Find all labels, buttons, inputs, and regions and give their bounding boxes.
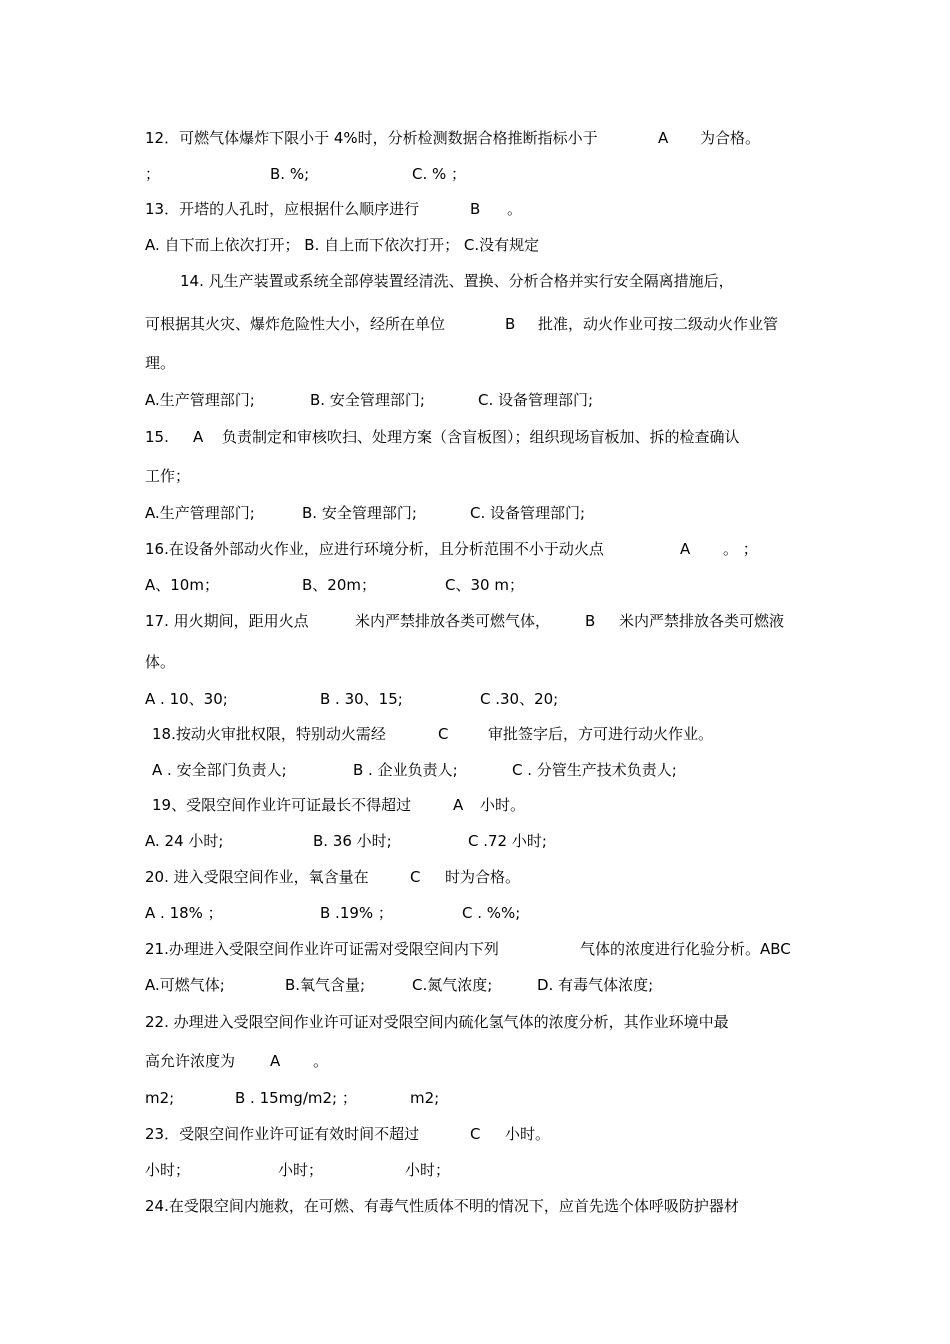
option-a: m2; <box>145 1089 175 1107</box>
question-tail: 理。 <box>145 354 176 372</box>
question-stem: 22. 办理进入受限空间作业许可证对受限空间内硫化氢气体的浓度分析，其作业环境中最 <box>145 1013 729 1031</box>
option-b: B. 安全管理部门; <box>310 391 425 409</box>
question-tail: 审批签字后，方可进行动火作业。 <box>488 725 714 743</box>
option-c: C.氮气浓度; <box>412 976 493 994</box>
question-stem: 17. 用火期间，距用火点 <box>145 612 309 630</box>
option-a: A . 安全部门负责人; <box>152 761 287 779</box>
option-c: 小时； <box>405 1161 451 1179</box>
option-c: m2; <box>410 1089 440 1107</box>
option-b: B. %; <box>270 165 310 183</box>
options-text: A. 自下而上依次打开； B. 自上而下依次打开； C.没有规定 <box>145 236 540 254</box>
option-c: C. 设备管理部门; <box>478 391 594 409</box>
answer-letter: B <box>470 200 481 218</box>
question-tail: 时为合格。 <box>445 868 521 886</box>
option-a: A.可燃气体; <box>145 976 225 994</box>
question-tail: 小时。 <box>505 1125 551 1143</box>
option-c: C、30 m； <box>445 576 524 594</box>
option-c: C .72 小时; <box>468 832 547 850</box>
question-tail: 小时。 <box>480 796 526 814</box>
option-a: A . 18% ； <box>145 904 223 922</box>
option-a: A . 10、30; <box>145 690 228 708</box>
option-c: C. 设备管理部门; <box>470 504 586 522</box>
answer-letter: A <box>453 796 464 814</box>
answer-letter: C <box>470 1125 481 1143</box>
question-stem: 13．开塔的人孔时，应根据什么顺序进行 <box>145 200 420 218</box>
answer-letter: A <box>658 129 669 147</box>
option-b: 小时； <box>278 1161 324 1179</box>
question-stem: 12．可燃气体爆炸下限小于 4%时，分析检测数据合格推断指标小于 <box>145 129 598 147</box>
question-tail: 。 ； <box>723 540 758 558</box>
question-tail: 工作； <box>145 467 191 485</box>
option-b: B.氧气含量; <box>285 976 366 994</box>
option-a: A、10m； <box>145 576 219 594</box>
question-stem: 可根据其火灾、爆炸危险性大小，经所在单位 <box>145 315 446 333</box>
question-stem: 20. 进入受限空间作业，氧含量在 <box>145 868 369 886</box>
question-stem: 21.办理进入受限空间作业许可证需对受限空间内下列 <box>145 940 499 958</box>
question-stem: 14. 凡生产装置或系统全部停装置经清洗、置换、分析合格并实行安全隔离措施后， <box>180 272 734 290</box>
answer-letter: A <box>680 540 691 558</box>
option-a: A.生产管理部门; <box>145 391 255 409</box>
question-tail: 。 <box>507 200 523 218</box>
question-tail: 批准，动火作业可按二级动火作业管 <box>538 315 779 333</box>
option-b: B . 30、15; <box>320 690 403 708</box>
question-stem: 19、受限空间作业许可证最长不得超过 <box>152 796 412 814</box>
question-stem: 16.在设备外部动火作业，应进行环境分析，且分析范围不小于动火点 <box>145 540 604 558</box>
option-a: ； <box>145 165 161 183</box>
answer-letter: C <box>410 868 421 886</box>
answer-letter: B <box>505 315 516 333</box>
question-stem: 高允许浓度为 <box>145 1052 236 1070</box>
question-tail: 为合格。 <box>700 129 761 147</box>
option-c: C . 分管生产技术负责人; <box>512 761 677 779</box>
question-stem: 18.按动火审批权限，特别动火需经 <box>152 725 386 743</box>
option-c: C. % ； <box>412 165 467 183</box>
answer-letter: B <box>585 612 596 630</box>
option-b: B . 企业负责人; <box>353 761 458 779</box>
question-tail: 气体的浓度进行化验分析。ABC <box>580 940 791 958</box>
question-stem: 24.在受限空间内施救，在可燃、有毒气性质体不明的情况下，应首先选个体呼吸防护器材 <box>145 1197 739 1215</box>
option-b: B、20m； <box>302 576 376 594</box>
option-a: A.生产管理部门; <box>145 504 255 522</box>
option-b: B . 15mg/m2; ； <box>235 1089 357 1107</box>
option-a: 小时； <box>145 1161 191 1179</box>
question-stem-mid: 米内严禁排放各类可燃气体， <box>355 612 551 630</box>
question-tail: 米内严禁排放各类可燃液 <box>619 612 785 630</box>
question-stem: 23．受限空间作业许可证有效时间不超过 <box>145 1125 420 1143</box>
question-stem: 负责制定和审核吹扫、处理方案（含盲板图）；组织现场盲板加、拆的检查确认 <box>222 428 740 446</box>
option-b: B. 安全管理部门; <box>302 504 417 522</box>
option-b: B. 36 小时; <box>313 832 392 850</box>
answer-letter: C <box>438 725 449 743</box>
option-a: A. 24 小时; <box>145 832 224 850</box>
option-c: C . %%; <box>462 904 521 922</box>
answer-letter: A <box>270 1052 281 1070</box>
question-number: 15. <box>145 428 169 446</box>
answer-letter: A <box>193 428 204 446</box>
option-b: B .19% ； <box>320 904 393 922</box>
option-d: D. 有毒气体浓度; <box>537 976 654 994</box>
option-c: C .30、20; <box>480 690 559 708</box>
question-tail: 。 <box>313 1052 329 1070</box>
question-tail: 体。 <box>145 653 176 671</box>
